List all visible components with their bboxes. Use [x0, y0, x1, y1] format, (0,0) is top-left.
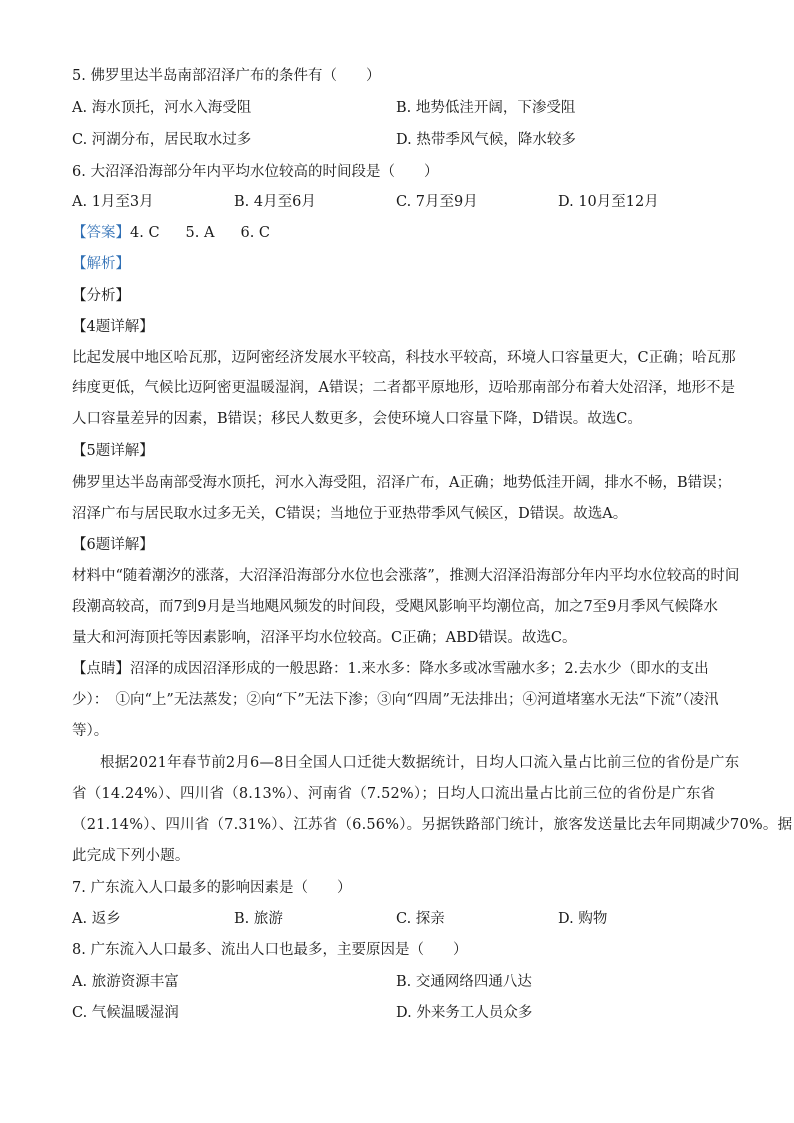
answer-5: 5. A — [185, 225, 215, 241]
q7-option-a: A. 返乡 — [72, 911, 121, 927]
q6-option-c: C. 7月至9月 — [396, 194, 478, 210]
q8-option-c: C. 气候温暖湿润 — [72, 1005, 179, 1021]
detail-5-line-2: 沼泽广布与居民取水过多无关，C错误；当地位于亚热带季风气候区，D错误。故选A。 — [72, 506, 628, 522]
answer-line — [72, 223, 270, 243]
q6-option-d: D. 10月至12月 — [558, 194, 659, 210]
fenxi-label: 【分析】 — [72, 288, 130, 304]
detail-6-line-3: 量大和河海顶托等因素影响，沼泽平均水位较高。C正确；ABD错误。故选C。 — [72, 630, 577, 646]
detail-6-line-1: 材料中“随着潮汐的涨落，大沼泽沿海部分水位也会涨落”，推测大沼泽沿海部分年内平均水位较高的时间 — [72, 568, 740, 584]
detail-4-label: 【4题详解】 — [72, 319, 154, 335]
q5-stem: 5. 佛罗里达半岛南部沼泽广布的条件有（ ） — [72, 68, 381, 84]
q5-option-d: D. 热带季风气候，降水较多 — [396, 132, 576, 148]
detail-4-line-3: 人口容量差异的因素，B错误；移民人数更多，会使环境人口容量下降，D错误。故选C。 — [72, 411, 642, 427]
material-line-2: 省（14.24%）、四川省（8.13%）、河南省（7.52%）；日均人口流出量占比前三位的省份是广东省 — [72, 786, 716, 802]
detail-5-line-1: 佛罗里达半岛南部受海水顶托，河水入海受阻，沼泽广布，A正确；地势低洼开阔，排水不畅，B错误； — [72, 475, 732, 491]
tip-label: 【点睛】 — [72, 661, 130, 677]
answer-label: 【答案】 — [72, 225, 130, 241]
material-line-1: 根据2021年春节前2月6—8日全国人口迁徙大数据统计，日均人口流入量占比前三位的省份是广东 — [100, 755, 740, 771]
detail-6-label: 【6题详解】 — [72, 537, 154, 553]
q5-option-c: C. 河湖分布，居民取水过多 — [72, 132, 252, 148]
q5-option-b: B. 地势低洼开阔，下渗受阻 — [396, 100, 576, 116]
q8-stem: 8. 广东流入人口最多、流出人口也最多，主要原因是（ ） — [72, 942, 468, 958]
tip-line-1: 【点睛】沼泽的成因沼泽形成的一般思路：1.来水多：降水多或冰雪融水多；2.去水少（即水的支出 — [72, 661, 709, 677]
q6-stem: 6. 大沼泽沿海部分年内平均水位较高的时间段是（ ） — [72, 164, 439, 180]
q6-option-b: B. 4月至6月 — [234, 194, 316, 210]
answer-4: 4. C — [130, 225, 160, 241]
q7-option-d: D. 购物 — [558, 911, 608, 927]
q7-option-c: C. 探亲 — [396, 911, 445, 927]
detail-4-line-2: 纬度更低，气候比迈阿密更温暖湿润，A错误；二者都平原地形，迈哈那南部分布着大处沼泽，地形不是 — [72, 380, 735, 396]
q5-option-a: A. 海水顶托，河水入海受阻 — [72, 100, 252, 116]
tip-line-2: 少）： ①向“上”无法蒸发；②向“下”无法下渗；③向“四周”无法排出；④河道堵塞水无法“下流”（凌汛 — [72, 692, 719, 708]
detail-4-line-1: 比起发展中地区哈瓦那，迈阿密经济发展水平较高，科技水平较高，环境人口容量更大，C正确；哈瓦那 — [72, 350, 736, 366]
detail-5-label: 【5题详解】 — [72, 443, 154, 459]
material-line-4: 此完成下列小题。 — [72, 848, 190, 864]
detail-6-line-2: 段潮高较高，而7到9月是当地飓风频发的时间段，受飓风影响平均潮位高，加之7至9月季风气候降水 — [72, 599, 718, 615]
tip-line-3: 等）。 — [72, 723, 109, 739]
q8-option-b: B. 交通网络四通八达 — [396, 974, 532, 990]
analysis-label: 【解析】 — [72, 256, 130, 272]
q7-stem: 7. 广东流入人口最多的影响因素是（ ） — [72, 880, 352, 896]
q7-option-b: B. 旅游 — [234, 911, 283, 927]
q6-option-a: A. 1月至3月 — [72, 194, 154, 210]
answer-6: 6. C — [240, 225, 271, 241]
material-line-3: （21.14%）、四川省（7.31%）、江苏省（6.56%）。另据铁路部门统计，旅客发送量比去年同期减少70%。据 — [72, 817, 793, 833]
q8-option-a: A. 旅游资源丰富 — [72, 974, 179, 990]
q8-option-d: D. 外来务工人员众多 — [396, 1005, 533, 1021]
